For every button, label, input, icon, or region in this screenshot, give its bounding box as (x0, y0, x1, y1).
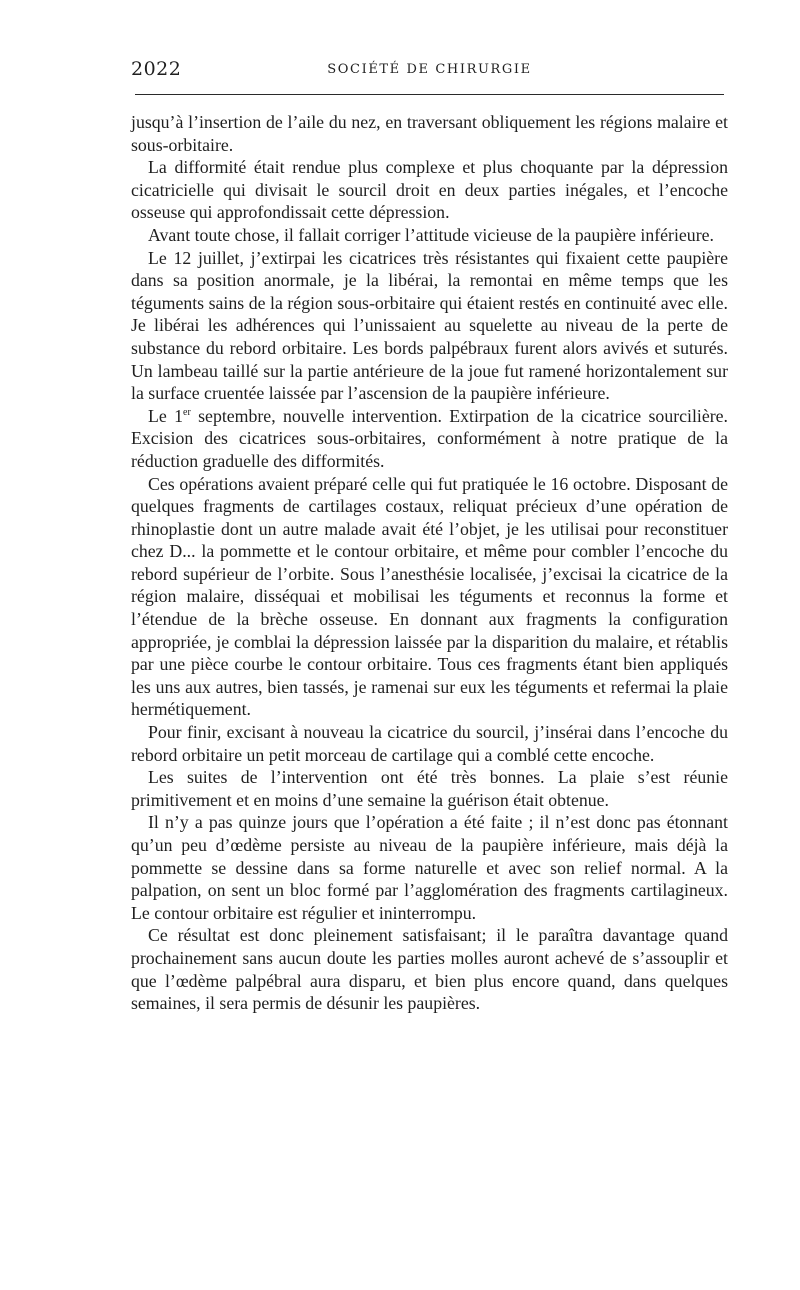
paragraph-first-step: Avant toute chose, il fallait corriger l’attitude vicieuse de la paupière inférieure. (148, 224, 714, 245)
body-text (131, 111, 728, 1015)
ordinal-superscript: er (183, 406, 191, 418)
september-lead: Le 1 (148, 405, 183, 426)
running-head (131, 58, 728, 88)
paragraph-deformity: La difformité était rendue plus complexe et plus choquante par la dépression cicatricielle qui divisait le sourcil droit en deux parties inégales, et l’encoche osseuse qui approfondissait cette dépression. (131, 157, 728, 223)
paragraph-aftercare: Les suites de l’intervention ont été très bonnes. La plaie s’est réunie primitivement et en moins d’une semaine la guérison était obtenue. (131, 767, 728, 810)
paragraph-september-operation (131, 405, 728, 473)
paragraph-eyebrow-notch: Pour finir, excisant à nouveau la cicatrice du sourcil, j’insérai dans l’encoche du rebord orbitaire un petit morceau de cartilage qui a comblé cette encoche. (131, 722, 728, 765)
document-page (131, 58, 728, 1015)
page-number: 2022 (131, 58, 182, 80)
header-rule (135, 94, 724, 95)
paragraph-continuation: jusqu’à l’insertion de l’aile du nez, en traversant obliquement les régions malaire et sous-orbitaire. (131, 112, 728, 155)
paragraph-current-state: Il n’y a pas quinze jours que l’opération a été faite ; il n’est donc pas étonnant qu’un peu d’œdème persiste au niveau de la paupière inférieure, mais déjà la pommette se dessine dans sa forme naturelle et avec son relief normal. A la palpation, on sent un bloc formé par l’agglomération des fragments cartilagineux. Le contour orbitaire est régulier et ininterrompu. (131, 812, 728, 923)
paragraph-october-operation: Ces opérations avaient préparé celle qui fut pratiquée le 16 octobre. Disposant de quelques fragments de cartilages costaux, reliquat précieux d’une opération de rhinoplastie dont un autre malade avait été l’objet, je les utilisai pour reconstituer chez D... la pommette et le contour orbitaire, et même pour combler l’encoche du rebord supérieur de l’orbite. Sous l’anesthésie localisée, j’excisai la cicatrice de la région malaire, disséquai et mobilisai les téguments et reconnus la forme et l’étendue de la brèche osseuse. En donnant aux fragments la configuration appropriée, je comblai la dépression laissée par la disparition du malaire, et rétablis par une pièce courbe le contour orbitaire. Tous ces fragments étant bien appliqués les uns aux autres, bien tassés, je ramenai sur eux les téguments et refermai la plaie hermétiquement. (131, 473, 728, 720)
paragraph-conclusion: Ce résultat est donc pleinement satisfaisant; il le paraîtra davantage quand prochainement sans aucun doute les parties molles auront achevé de s’assouplir et que l’œdème palpébral aura disparu, et bien plus encore quand, dans quelques semaines, il sera permis de désunir les paupières. (131, 925, 728, 1014)
september-text: septembre, nouvelle intervention. Extirpation de la cicatrice sourcilière. Excision des cicatrices sous-orbitaires, conformément à notre pratique de la réduction graduelle des difformités. (131, 405, 728, 471)
paragraph-july-operation: Le 12 juillet, j’extirpai les cicatrices très résistantes qui fixaient cette paupière dans sa position anormale, je la libérai, la remontai en même temps que les téguments sains de la région sous-orbitaire qui étaient restés en continuité avec elle. Je libérai les adhérences qui l’unissaient au squelette au niveau de la perte de substance du rebord orbitaire. Les bords palpébraux furent alors avivés et suturés. Un lambeau taillé sur la partie antérieure de la joue fut ramené horizontalement sur la surface cruentée laissée par l’ascension de la paupière inférieure. (131, 247, 728, 404)
journal-title: SOCIÉTÉ DE CHIRURGIE (327, 62, 532, 77)
